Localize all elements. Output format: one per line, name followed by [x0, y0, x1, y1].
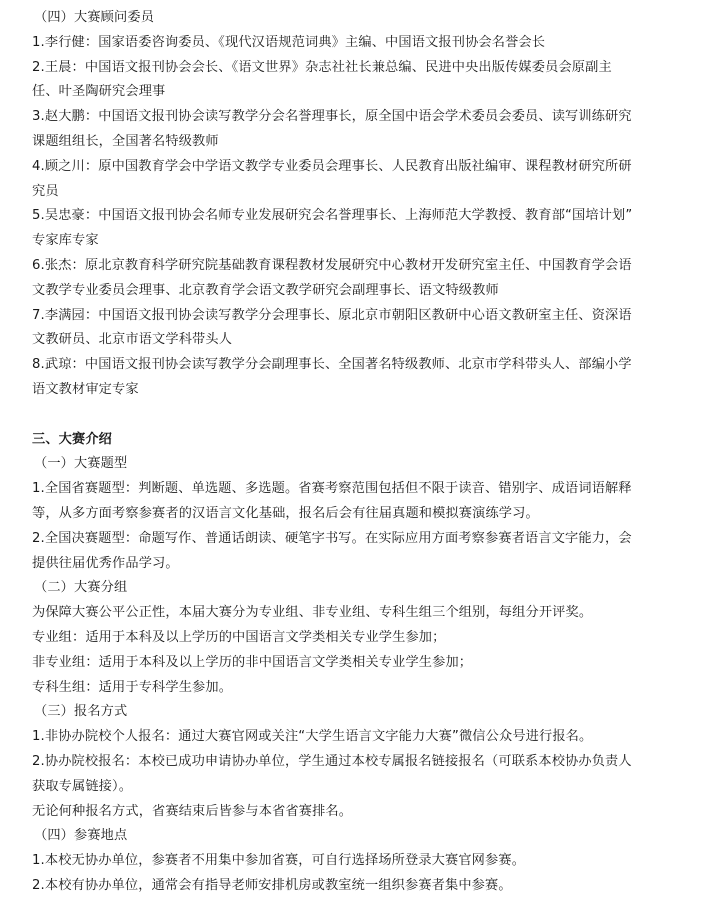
- groups-line: 非专业组：适用于本科及以上学历的非中国语言文学类相关专业学生参加；: [32, 654, 473, 670]
- signup-line: 无论何种报名方式，省赛结束后皆参与本省省赛排名。: [32, 803, 353, 819]
- spacer: [32, 403, 682, 428]
- types-line: 等，从多方面考察参赛者的汉语言文化基础，报名后会有往届真题和模拟赛演练学习。: [32, 505, 539, 521]
- advisor-line: 任、叶圣陶研究会理事: [32, 84, 166, 100]
- venue-line: 1.本校无协办单位，参赛者不用集中参加省赛，可自行选择场所登录大赛官网参赛。: [32, 853, 526, 869]
- types-heading: （一）大赛题型: [34, 456, 128, 472]
- section-title: 三、大赛介绍: [32, 431, 113, 447]
- advisor-line: 2.王晨：中国语文报刊协会会长、《语文世界》杂志社社长兼总编、民进中央出版传媒委员会原副主: [32, 59, 612, 75]
- advisor-line: 3.赵大鹏：中国语文报刊协会读写教学分会名誉理事长，原全国中语会学术委员会委员、读写训练研究: [32, 109, 632, 125]
- advisor-line: 8.武琼：中国语文报刊协会读写教学分会副理事长、全国著名特级教师、北京市学科带头人、部编小学: [32, 357, 632, 373]
- groups-line: 专业组：适用于本科及以上学历的中国语言文学类相关专业学生参加；: [32, 629, 446, 645]
- advisor-line: 7.李满园：中国语文报刊协会读写教学分会理事长、原北京市朝阳区教研中心语文教研室主任、资深语: [32, 307, 632, 323]
- venue-line: 2.本校有协办单位，通常会有指导老师安排机房或教室统一组织参赛者集中参赛。: [32, 877, 512, 893]
- signup-line: 1.非协办院校个人报名：通过大赛官网或关注“大学生语言文字能力大赛”微信公众号进行报名。: [32, 729, 593, 745]
- groups-line: 为保障大赛公平公正性，本届大赛分为专业组、非专业组、专科生组三个组别，每组分开评奖。: [32, 605, 593, 621]
- signup-line: 获取专属链接）。: [32, 778, 133, 794]
- advisor-line: 6.张杰：原北京教育科学研究院基础教育课程教材发展研究中心教材开发研究室主任、中国教育学会语: [32, 257, 632, 273]
- advisor-line: 究员: [32, 183, 59, 199]
- advisors-heading: （四）大赛顾问委员: [34, 10, 155, 25]
- advisor-line: 5.吴忠豪：中国语文报刊协会名师专业发展研究会名誉理事长、上海师范大学教授、教育部“国培计划”: [32, 208, 633, 224]
- advisor-line: 1.李行健：国家语委咨询委员、《现代汉语规范词典》主编、中国语文报刊协会名誉会长: [32, 34, 546, 50]
- venue-heading: （四）参赛地点: [34, 828, 128, 844]
- advisor-line: 文教学专业委员会理事、北京教育学会语文教学研究会副理事长、语文特级教师: [32, 282, 499, 298]
- signup-line: 2.协办院校报名：本校已成功申请协办单位，学生通过本校专属报名链接报名（可联系本校协办负责人: [32, 753, 632, 769]
- types-line: 提供往届优秀作品学习。: [32, 555, 179, 571]
- advisor-line: 文教研员、北京市语文学科带头人: [32, 332, 233, 348]
- groups-heading: （二）大赛分组: [34, 580, 128, 596]
- groups-line: 专科生组：适用于专科学生参加。: [32, 679, 233, 695]
- signup-heading: （三）报名方式: [34, 704, 128, 720]
- advisor-line: 语文教材审定专家: [32, 381, 139, 397]
- advisor-line: 4.顾之川：原中国教育学会中学语文教学专业委员会理事长、人民教育出版社编审、课程教材研究所研: [32, 158, 632, 174]
- types-line: 2.全国决赛题型：命题写作、普通话朗读、硬笔字书写。在实际应用方面考察参赛者语言文字能力，会: [32, 530, 632, 546]
- document-body: [32, 6, 682, 899]
- advisor-line: 专家库专家: [32, 233, 99, 249]
- types-line: 1.全国省赛题型：判断题、单选题、多选题。省赛考察范围包括但不限于读音、错别字、成语词语解释: [32, 481, 632, 497]
- advisor-line: 课题组组长，全国著名特级教师: [32, 133, 219, 149]
